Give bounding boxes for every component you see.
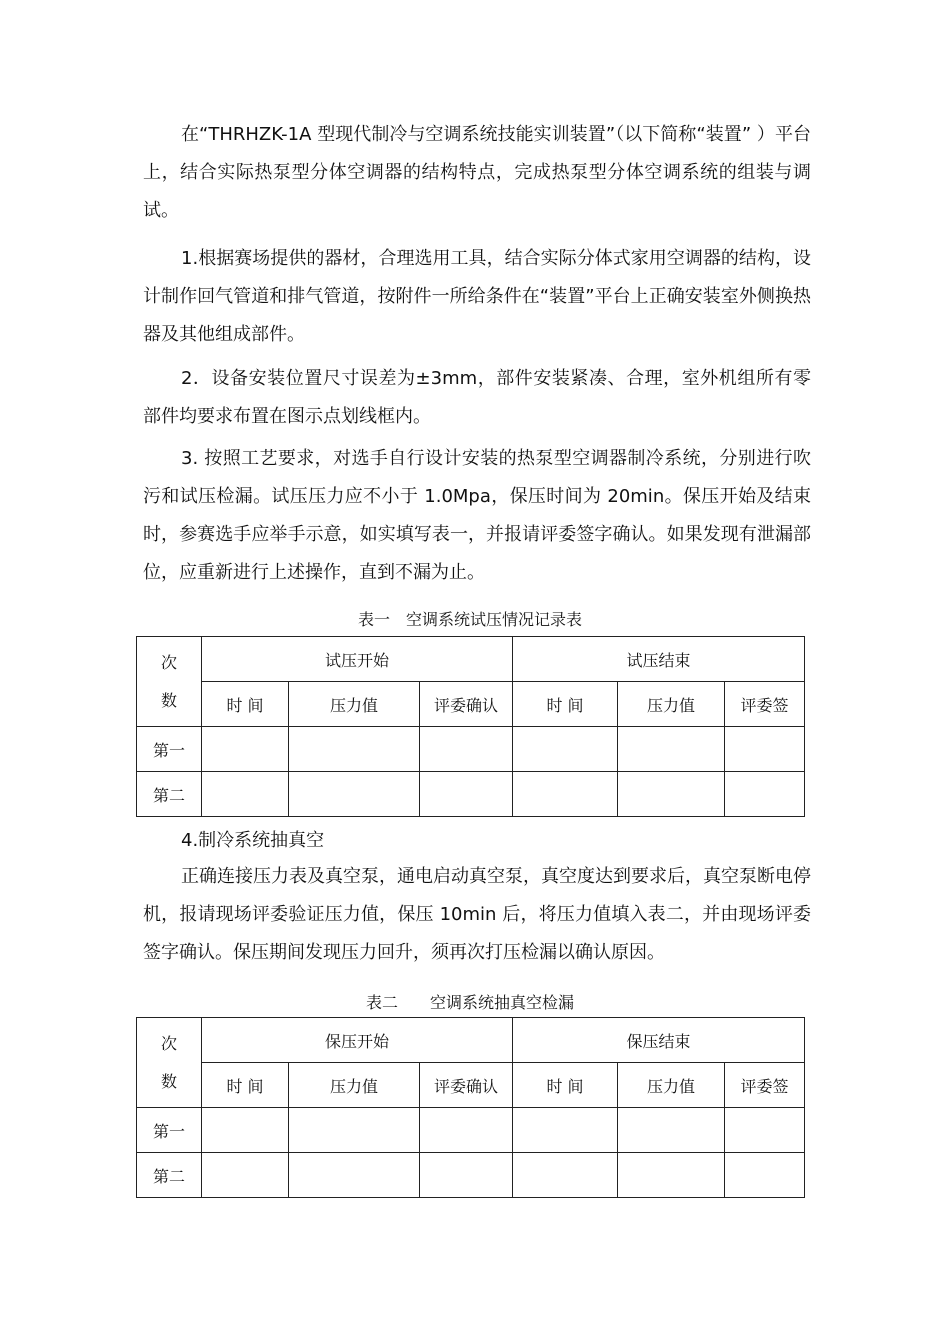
group-end-header: 保压结束 [513,1018,805,1063]
col-pressure-start: 压力值 [289,1063,420,1108]
row-label: 第二 [137,1153,202,1198]
row-label: 第一 [137,1108,202,1153]
count-header: 次 数 [137,637,202,727]
col-pressure-start: 压力值 [289,682,420,727]
col-pressure-end: 压力值 [618,682,725,727]
group-start-header: 保压开始 [202,1018,513,1063]
col-time-end: 时 间 [513,1063,618,1108]
group-start-header: 试压开始 [202,637,513,682]
col-sign-end: 评委签 [725,682,805,727]
col-confirm-start: 评委确认 [420,682,513,727]
table-row [137,1153,805,1198]
empty-cell[interactable] [725,772,805,817]
empty-cell[interactable] [618,1153,725,1198]
empty-cell[interactable] [420,1108,513,1153]
empty-cell[interactable] [202,1108,289,1153]
intro-paragraph: 在“THRHZK-1A 型现代制冷与空调系统技能实训装置”（以下简称“装置” ）平台上，结合实际热泵型分体空调器的结构特点，完成热泵型分体空调系统的组装与调试。 [143,124,811,221]
table-2 [136,1017,805,1198]
col-sign-end: 评委签 [725,1063,805,1108]
empty-cell[interactable] [202,727,289,772]
count-header: 次 数 [137,1018,202,1108]
table-row [137,727,805,772]
item-4-heading: 4.制冷系统抽真空 [181,830,325,851]
empty-cell[interactable] [618,727,725,772]
col-time-start: 时 间 [202,682,289,727]
item-3-paragraph: 3. 按照工艺要求，对选手自行设计安装的热泵型空调器制冷系统，分别进行吹污和试压检漏。试压压力应不小于 1.0Mpa，保压时间为 20min。保压开始及结束时，参赛选手应举手示意，如实填写表一，并报请评委签字确认。如果发现有泄漏部位，应重新进行上述操作，直到不漏为止。 [143,448,811,583]
empty-cell[interactable] [513,727,618,772]
table-row [137,1108,805,1153]
col-time-end: 时 间 [513,682,618,727]
empty-cell[interactable] [513,1108,618,1153]
empty-cell[interactable] [202,772,289,817]
empty-cell[interactable] [725,727,805,772]
item-2-paragraph: 2．设备安装位置尺寸误差为±3mm，部件安装紧凑、合理，室外机组所有零部件均要求布置在图示点划线框内。 [143,368,811,427]
empty-cell[interactable] [618,772,725,817]
empty-cell[interactable] [725,1153,805,1198]
empty-cell[interactable] [513,772,618,817]
table-2-caption: 表二 空调系统抽真空检漏 [365,993,574,1012]
item-4-paragraph: 正确连接压力表及真空泵，通电启动真空泵，真空度达到要求后，真空泵断电停机，报请现场评委验证压力值，保压 10min 后，将压力值填入表二，并由现场评委签字确认。保压期间发现压力回升，须再次打压检漏以确认原因。 [143,866,811,963]
group-end-header: 试压结束 [513,637,805,682]
empty-cell[interactable] [420,727,513,772]
empty-cell[interactable] [289,1153,420,1198]
col-time-start: 时 间 [202,1063,289,1108]
empty-cell[interactable] [289,1108,420,1153]
table-1-caption: 表一 空调系统试压情况记录表 [357,610,582,629]
item-1-paragraph: 1.根据赛场提供的器材，合理选用工具，结合实际分体式家用空调器的结构，设计制作回气管道和排气管道，按附件一所给条件在“装置”平台上正确安装室外侧换热器及其他组成部件。 [143,248,811,345]
empty-cell[interactable] [618,1108,725,1153]
col-confirm-start: 评委确认 [420,1063,513,1108]
empty-cell[interactable] [289,772,420,817]
row-label: 第二 [137,772,202,817]
empty-cell[interactable] [420,1153,513,1198]
empty-cell[interactable] [202,1153,289,1198]
empty-cell[interactable] [289,727,420,772]
empty-cell[interactable] [725,1108,805,1153]
table-1 [136,636,805,817]
empty-cell[interactable] [420,772,513,817]
table-row [137,772,805,817]
empty-cell[interactable] [513,1153,618,1198]
row-label: 第一 [137,727,202,772]
col-pressure-end: 压力值 [618,1063,725,1108]
